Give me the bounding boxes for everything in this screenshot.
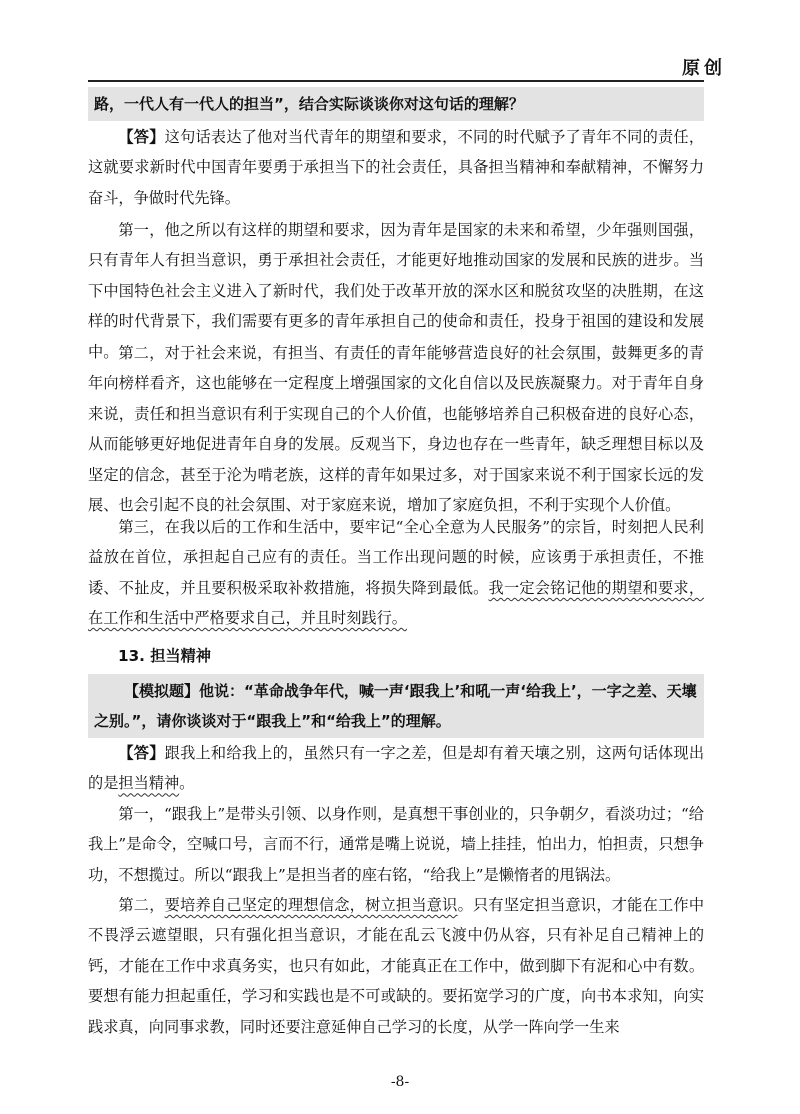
answer2-tail: 。 — [179, 774, 195, 793]
answer2-lead: 【答】 — [118, 744, 165, 762]
answer2-text: 跟我上和给我上的，虽然只有一字之差，但是却有着天壤之别，这两句话体现出的是 — [88, 744, 705, 793]
paragraph-third-point — [88, 512, 704, 634]
page-number: -8- — [390, 1074, 410, 1090]
answer2-underlined: 担当精神 — [118, 774, 180, 793]
paragraph-second-point: 第二，对于社会来说，有担当、有责任的青年能够营造良好的社会氛围，鼓舞更多的青年向榜样看齐，这也能够在一定程度上增强国家的文化自信以及民族凝聚力。对于青年自身来说，责任和担当意识有利于实现自己的个人价值，也能够培养自己积极奋进的良好心态，从而能够更好地促进青年自身的发展。反观当下，身边也存在一些青年，缺乏理想目标以及坚定的信念，甚至于沦为啃老族，这样的青年如果过多，对于国家来说不利于国家长远的发展、也会引起不良的社会氛围、对于家庭来说，增加了家庭负担，不利于实现个人价值。 — [88, 344, 704, 515]
mock-question-lead: 【模拟题】 — [124, 682, 200, 700]
mock-question-text: 他说：“革命战争年代，喊一声‘跟我上’和吼一声‘给我上’，一字之差、天壤之别。”，请你谈谈对于“跟我上”和“给我上”的理解。 — [94, 682, 697, 730]
paragraph-second-point-2 — [88, 890, 704, 1042]
third-point-text: 第三，在我以后的工作和生活中，要牢记“全心全意为人民服务”的宗旨，时刻把人民利益放在首位，承担起自己应有的责任。当工作出现问题的时候，应该勇于承担责任，不推诿、不扯皮，并且要积极采取补救措施，将损失降到最低。 — [88, 518, 704, 597]
answer-text: 这句话表达了他对当代青年的期望和要求，不同的时代赋予了青年不同的责任，这就要求新时代中国青年要勇于承担当下的社会责任，具备担当精神和奉献精神，不懈努力奋斗，争做时代先锋。 — [88, 128, 705, 207]
second-point-text: 。只有坚定担当意识，才能在工作中不畏浮云遮望眼，只有强化担当意识，才能在乱云飞渡中仍从容，只有补足自己精神上的钙，才能在工作中求真务实，也只有如此，才能真正在工作中，做到脚下有泥和心中有数。要想有能力担起重任，学习和实践也是不可或缺的。要拓宽学习的广度，向书本求知，向实践求真，向同事求教，同时还要注意延伸自己学习的长度，从学一阵向学一生来 — [88, 896, 705, 1036]
original-mark: 原创 — [682, 58, 726, 79]
question-continuation: 路，一代人有一代人的担当”，结合实际谈谈你对这句话的理解？ — [88, 87, 704, 121]
header-divider — [88, 80, 704, 82]
section-heading: 13. 担当精神 — [118, 647, 211, 665]
paragraph-first-point: 第一，他之所以有这样的期望和要求，因为青年是国家的未来和希望，少年强则国强，只有青年人有担当意识，勇于承担社会责任，才能更好地推动国家的发展和民族的进步。当下中国特色社会主义进入了新时代，我们处于改革开放的深水区和脱贫攻坚的决胜期，在这样的时代背景下，我们需要有更多的青年承担自己的使命和责任，投身于祖国的建设和发展中。 — [88, 221, 704, 361]
mock-question — [88, 674, 704, 738]
answer-lead: 【答】 — [118, 128, 165, 146]
answer-paragraph-2 — [88, 738, 704, 799]
answer-paragraph-1 — [88, 122, 704, 213]
third-point-underlined: 我一定会铭记他的期望和要求，在工作和生活中严格要求自己，并且时刻践行。 — [88, 578, 705, 628]
second-point-underlined: 要培养自己坚定的理想信念，树立担当意识 — [164, 896, 458, 914]
paragraph-first-point-2: 第一，“跟我上”是带头引领、以身作则，是真想干事创业的，只争朝夕，看淡功过；“给我上”是命令，空喊口号，言而不行，通常是嘴上说说，墙上挂挂，怕出力，怕担责，只想争功，不想揽过。所以“跟我上”是担当者的座右铭，“给我上”是懒惰者的甩锅法。 — [88, 805, 704, 884]
second-point-head: 第二， — [118, 896, 165, 914]
